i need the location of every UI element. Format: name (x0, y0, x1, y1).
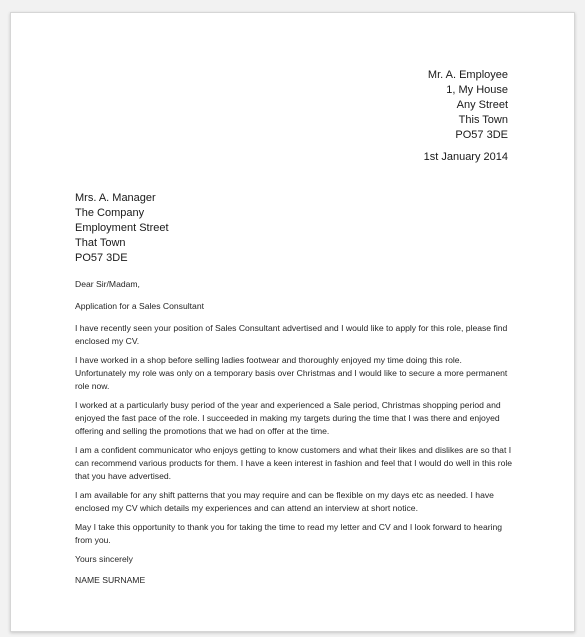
body-paragraph: May I take this opportunity to thank you for taking the time to read my letter and CV and I look forward to hearing from you. (75, 522, 503, 545)
sender-name: Mr. A. Employee (427, 69, 508, 81)
recipient-street: Employment Street (75, 222, 169, 234)
letter-date: 1st January 2014 (423, 151, 508, 163)
sender-postcode: PO57 3DE (455, 129, 508, 141)
closing: Yours sincerely (75, 554, 133, 564)
recipient-town: That Town (75, 237, 126, 249)
body-paragraph: I am a confident communicator who enjoys getting to know customers and what their likes and dislikes are so that I can recommend various products for them. I have a keen interest in fashion and feel that I would do well in this role that you have advertised. (75, 445, 513, 481)
recipient-company: The Company (75, 207, 145, 219)
sender-address-line: This Town (458, 114, 508, 126)
recipient-name: Mrs. A. Manager (75, 192, 156, 204)
body-paragraph: I am available for any shift patterns that you may require and can be flexible on my days etc as needed. I have enclosed my CV which details my experiences and can attend an interview at short notice. (75, 490, 494, 513)
body-paragraph: I have recently seen your position of Sales Consultant advertised and I would like to apply for this role, please find enclosed my CV. (75, 323, 508, 346)
signature-name: NAME SURNAME (75, 575, 146, 585)
sender-address (428, 68, 508, 143)
sender-address-line: Any Street (456, 99, 508, 111)
recipient-address (75, 191, 169, 266)
body-paragraph: I have worked in a shop before selling ladies footwear and thoroughly enjoyed my time doing this role. Unfortunately my role was only on a temporary basis over Christmas and I would like to secure a more permanent role now. (75, 355, 508, 391)
salutation: Dear Sir/Madam, (75, 279, 140, 289)
letter-body (75, 278, 515, 593)
subject-line: Application for a Sales Consultant (75, 301, 204, 311)
body-paragraph: I worked at a particularly busy period of the year and experienced a Sale period, Christmas shopping period and enjoyed the fast pace of the role. I succeeded in making my targets during the time that I was there and enjoyed offering and selling the promotions that we had on offer at the time. (75, 400, 501, 436)
recipient-postcode: PO57 3DE (75, 252, 128, 264)
document-page (10, 12, 575, 632)
sender-address-line: 1, My House (446, 84, 508, 96)
